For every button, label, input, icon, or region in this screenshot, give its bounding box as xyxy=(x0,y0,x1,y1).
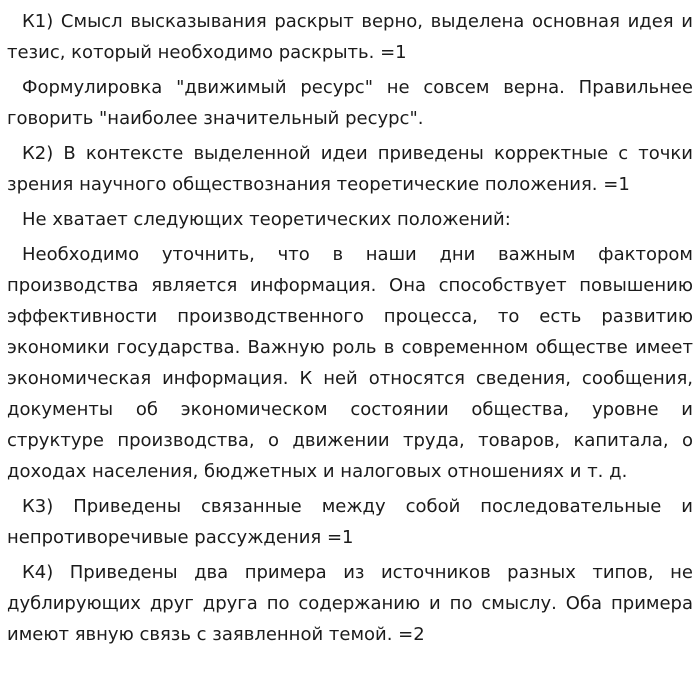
criterion-k1-paragraph: К1) Смысл высказывания раскрыт верно, выделена основная идея и тезис, который необходимо раскрыть. =1 xyxy=(7,11,693,63)
criterion-k2-paragraph: К2) В контексте выделенной идеи приведены корректные с точки зрения научного обществознания теоретические положения. =1 xyxy=(7,143,693,195)
missing-points-heading: Не хватает следующих теоретических положений: xyxy=(22,209,511,230)
document-body xyxy=(7,6,693,654)
clarification-paragraph: Необходимо уточнить, что в наши дни важным фактором производства является информация. Она способствует повышению эффективности производственного процесса, то есть развитию экономики государства. Важную роль в современном обществе имеет экономическая информация. К ней относятся сведения, сообщения, документы об экономическом состоянии общества, уровне и структуре производства, о движении труда, товаров, капитала, о доходах населения, бюджетных и налоговых отношениях и т. д. xyxy=(7,244,693,482)
criterion-k3-paragraph: К3) Приведены связанные между собой последовательные и непротиворечивые рассуждения =1 xyxy=(7,496,693,548)
criterion-k4-paragraph: К4) Приведены два примера из источников разных типов, не дублирующих друг друга по содержанию и по смыслу. Оба примера имеют явную связь с заявленной темой. =2 xyxy=(7,562,693,645)
comment-paragraph: Формулировка "движимый ресурс" не совсем верна. Правильнее говорить "наиболее значительный ресурс". xyxy=(7,77,693,129)
